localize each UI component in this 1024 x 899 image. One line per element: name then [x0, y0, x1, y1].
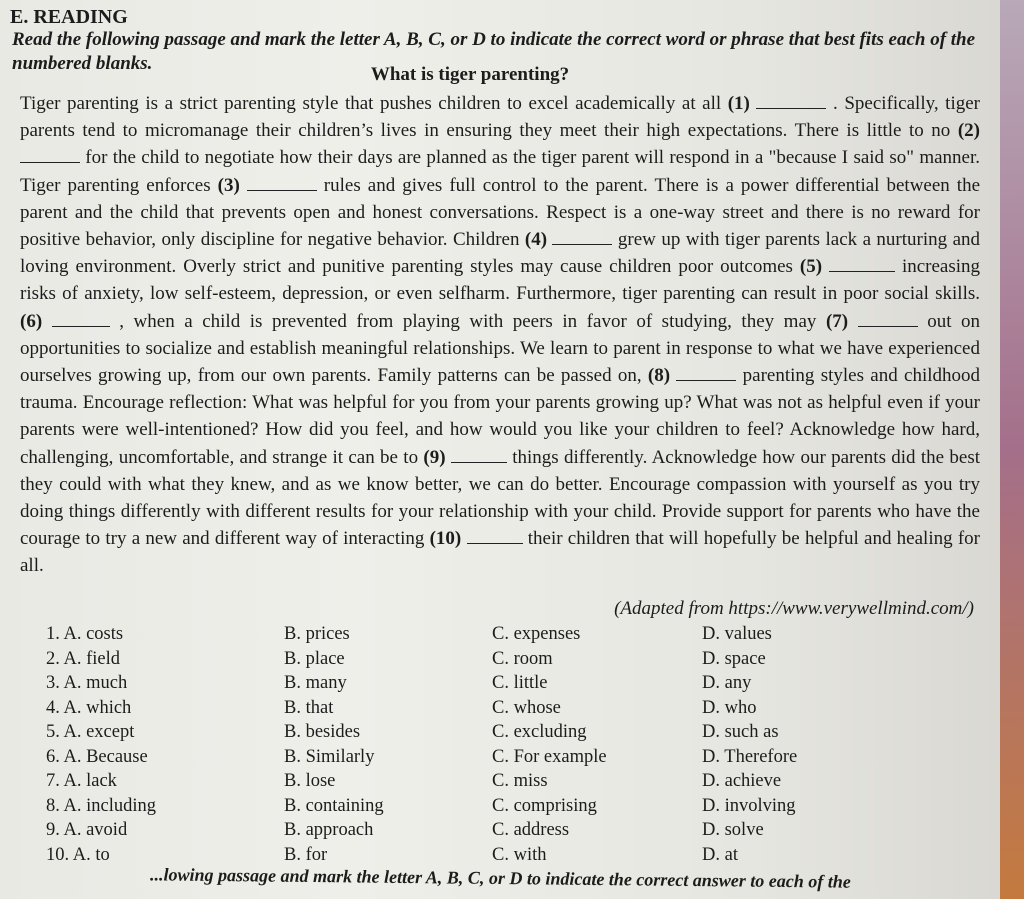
option-row — [46, 698, 946, 723]
option-b: B. place — [284, 648, 345, 669]
passage-text: out on opportunities to socialize and establish meaningful relationships. We learn to parent in response to what we have experienced ourselves growing up, from our own parents. Family patterns can be passed on, — [20, 310, 981, 387]
option-b: B. that — [284, 697, 334, 718]
passage-text: rules and gives full control to the parent. There is a power differential between the parent and the child that prevents open and honest conversations. Respect is a one-way street and there is no reward for positive behavior, only discipline for negative behavior. Children — [20, 174, 981, 251]
passage-text: . Specifically, tiger parents tend to micromanage their children’s lives in ensuring they meet their high expectations. There is little to no — [20, 93, 981, 142]
blank-number-8: (8) — [647, 365, 671, 387]
option-c: C. expenses — [492, 624, 581, 644]
blank-6 — [52, 310, 110, 327]
option-b: B. many — [284, 673, 347, 693]
option-a: 4. A. which — [46, 697, 132, 718]
option-b: B. approach — [284, 820, 374, 840]
option-d: D. any — [702, 673, 752, 693]
option-a: 7. A. lack — [46, 771, 117, 791]
blank-number-3: (3) — [217, 174, 240, 196]
option-b: B. containing — [284, 795, 384, 816]
option-a: 10. A. to — [46, 844, 110, 865]
blank-number-4: (4) — [524, 229, 548, 251]
blank-7 — [858, 310, 918, 327]
passage-text: for the child to negotiate how their days are planned as the tiger parent will respond in a "because I said so" manner. Tiger parenting enforces — [20, 147, 980, 196]
option-c: C. with — [492, 844, 547, 865]
blank-2 — [20, 146, 80, 163]
option-b: B. lose — [284, 771, 336, 791]
option-a: 2. A. field — [46, 648, 120, 669]
instruction-text: Read the following passage and mark the letter A, B, C, or D to indicate the correct word or phrase that best fits each of the numbered blanks. — [12, 29, 976, 74]
passage-text: increasing risks of anxiety, low self-esteem, depression, or even selfharm. Furthermore, tiger parenting can result in poor social skills. — [20, 256, 981, 305]
option-c: C. address — [492, 820, 570, 840]
option-d: D. such as — [702, 722, 779, 742]
blank-3 — [247, 174, 317, 191]
blank-8 — [676, 364, 736, 381]
option-c: C. comprising — [492, 795, 597, 816]
option-row — [46, 649, 946, 674]
blank-number-1: (1) — [727, 93, 750, 114]
option-row — [46, 796, 946, 821]
blank-number-2: (2) — [957, 120, 980, 142]
passage-text: things differently. Acknowledge how our parents did the best they could with what they knew, and as we know better, we can do better. Encourage compassion with yourself as you try doing things differently with different results for your relationship with your child. Provide support for parents who have the courage to try a new and different way of interacting — [20, 446, 981, 550]
option-row — [46, 820, 946, 845]
option-a: 5. A. except — [46, 722, 135, 742]
option-d: D. at — [702, 844, 738, 865]
option-a: 3. A. much — [46, 673, 128, 693]
option-c: C. For example — [492, 746, 607, 767]
option-d: D. achieve — [702, 771, 782, 791]
option-row — [46, 771, 946, 796]
passage-text: parenting styles and childhood trauma. Encourage reflection: What was helpful for you from your parents growing up? What was not as helpful even if your parents were well-intentioned? How did you feel, and how would you like your children to feel? Acknowledge how hard, challenging, uncomfortable, and strange it can be to — [20, 365, 980, 468]
option-d: D. involving — [702, 795, 796, 816]
option-d: D. who — [702, 697, 757, 718]
reading-passage — [20, 90, 980, 580]
blank-5 — [829, 255, 895, 272]
option-d: D. values — [702, 624, 772, 644]
option-c: C. whose — [492, 697, 561, 718]
blank-number-10: (10) — [429, 528, 462, 550]
blank-4 — [552, 228, 612, 245]
blank-number-7: (7) — [825, 310, 849, 332]
blank-number-5: (5) — [799, 256, 823, 278]
passage-text: Tiger parenting is a strict parenting style that pushes children to excel academically at all — [20, 93, 728, 114]
option-d: D. solve — [702, 820, 764, 840]
option-d: D. Therefore — [702, 746, 798, 767]
blank-number-9: (9) — [423, 446, 446, 468]
option-c: C. excluding — [492, 722, 587, 742]
option-c: C. little — [492, 673, 548, 693]
option-row — [46, 722, 946, 747]
option-b: B. prices — [284, 624, 350, 644]
option-row — [46, 624, 946, 649]
source-citation: (Adapted from https://www.verywellmind.com/) — [614, 598, 974, 619]
option-row — [46, 673, 946, 698]
option-b: B. Similarly — [284, 746, 375, 767]
section-title: E. READING — [10, 6, 128, 28]
option-c: C. miss — [492, 771, 548, 791]
passage-text: their children that will hopefully be helpful and healing for all. — [20, 528, 980, 577]
answer-options — [46, 624, 946, 869]
option-a: 9. A. avoid — [46, 820, 128, 840]
option-a: 6. A. Because — [46, 746, 148, 767]
option-d: D. space — [702, 648, 766, 669]
option-b: B. for — [284, 844, 328, 865]
passage-text: , when a child is prevented from playing with peers in favor of studying, they may — [109, 310, 826, 332]
option-a: 1. A. costs — [46, 624, 124, 644]
option-a: 8. A. including — [46, 795, 156, 816]
blank-number-6: (6) — [20, 310, 43, 332]
option-b: B. besides — [284, 722, 361, 742]
option-c: C. room — [492, 648, 553, 669]
page-edge-background — [1000, 0, 1024, 899]
next-section-instruction: ...lowing passage and mark the letter A, B, C, or D to indicate the correct answer to each of the — [149, 864, 851, 892]
blank-1 — [756, 92, 826, 109]
blank-9 — [451, 446, 507, 463]
passage-title: What is tiger parenting? — [370, 64, 570, 85]
passage-text: grew up with tiger parents lack a nurturing and loving environment. Overly strict and punitive parenting styles may cause children poor outcomes — [20, 229, 981, 278]
option-row — [46, 747, 946, 772]
blank-10 — [467, 527, 523, 544]
